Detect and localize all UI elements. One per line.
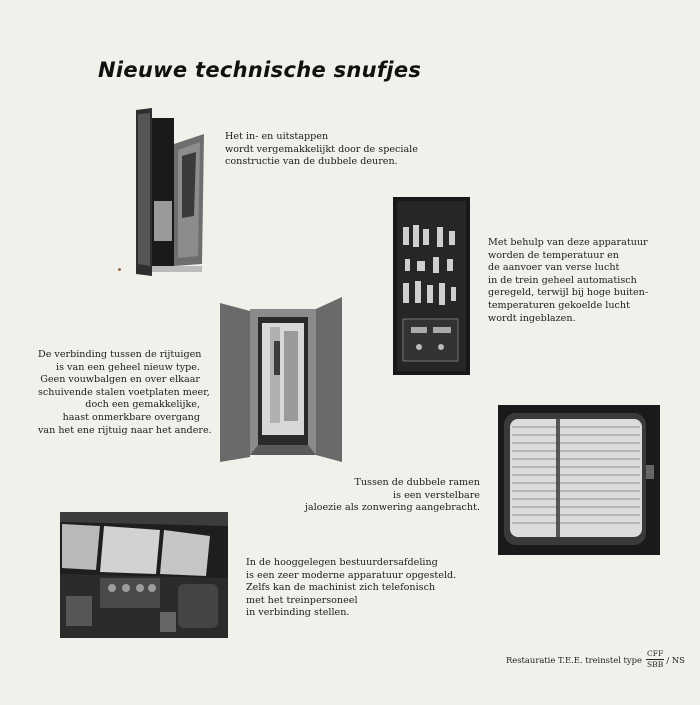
caption-line: Het in- en uitstappen (225, 131, 329, 142)
footer-numerator: CFF (646, 649, 664, 658)
caption-line: De verbinding tussen de rijtuigen (38, 349, 202, 360)
connection-caption (38, 349, 212, 437)
caption-line: Geen vouwbalgen en over elkaar (40, 374, 200, 386)
caption-line: in verbinding stellen. (246, 607, 350, 619)
caption-line: geregeld, terwijl bij hoge buiten- (488, 287, 649, 299)
window-blinds-photo (498, 405, 660, 555)
doors-photo (134, 106, 206, 278)
caption-line: jaloezie als zonwering aangebracht. (304, 502, 480, 514)
caption-line: Tussen de dubbele ramen (354, 477, 480, 488)
climate-caption (488, 237, 648, 325)
caption-line: temperaturen gekoelde lucht (488, 299, 630, 311)
caption-line: met het treinpersoneel (246, 594, 358, 606)
caption-line: Zelfs kan de machinist zich telefonisch (246, 582, 436, 594)
caption-line: wordt ingeblazen. (488, 312, 576, 324)
caption-line: schuivende stalen voetplaten meer, (38, 386, 210, 398)
caption-line: worden de temperatuur en (488, 249, 619, 261)
caption-line: de aanvoer van verse lucht (488, 262, 620, 274)
footer-fraction (646, 649, 664, 670)
footer-suffix: / NS (666, 654, 685, 665)
caption-line: in de trein geheel automatisch (488, 274, 637, 286)
drivers-cab-photo (60, 512, 228, 638)
climate-panel-photo (393, 197, 470, 375)
footer-denominator: SBB (646, 660, 664, 669)
gangway-photo (220, 297, 342, 462)
caption-line: wordt vergemakkelijkt door de speciale (225, 143, 418, 155)
print-speck (118, 268, 121, 271)
page-title: Nieuwe technische snufjes (98, 58, 422, 82)
caption-line: constructie van de dubbele deuren. (225, 156, 398, 168)
caption-line: is van een geheel nieuw type. (56, 361, 200, 373)
caption-line: In de hooggelegen bestuurdersafdeling (246, 557, 438, 568)
caption-line: is een zeer moderne apparatuur opgesteld. (246, 569, 457, 581)
footer-prefix: Restauratie T.E.E. treinstel type (506, 654, 642, 665)
caption-line: Met behulp van deze apparatuur (488, 237, 648, 248)
caption-line: is een verstelbare (393, 489, 480, 501)
windows-caption (300, 477, 480, 515)
cab-caption (246, 557, 456, 620)
footer-credit (506, 649, 685, 670)
doors-caption (225, 131, 418, 169)
caption-line: van het ene rijtuig naar het andere. (38, 424, 212, 436)
caption-line: haast onmerkbare overgang (62, 411, 200, 423)
caption-line: doch een gemakkelijke, (85, 399, 200, 411)
